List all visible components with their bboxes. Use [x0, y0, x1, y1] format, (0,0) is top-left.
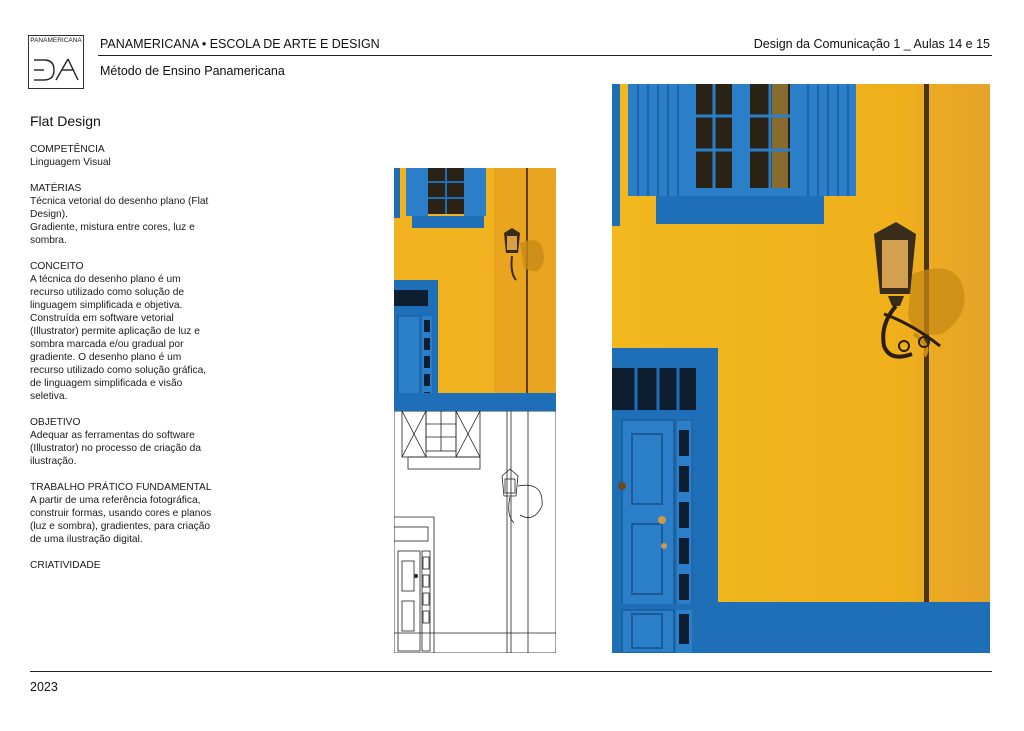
school-logo: [28, 35, 84, 89]
content-column: [30, 143, 215, 585]
block-heading: TRABALHO PRÁTICO FUNDAMENTAL: [30, 482, 212, 493]
small-color-illustration: [394, 168, 556, 411]
small-lineart-illustration: [394, 411, 556, 653]
block-heading: OBJETIVO: [30, 417, 81, 428]
logo-brand-text: PANAMERICANA: [30, 37, 82, 44]
block-text: Adequar as ferramentas do software (Illustrator) no processo de criação da ilustração.: [30, 430, 202, 467]
block-text: A técnica do desenho plano é um recurso utilizado como solução de linguagem simplificada e objetiva. Construída em software vetorial (Illustrator) permite aplicação de luz e sombra marcada e/ou gradual por gradiente. O desenho plano é um recurso utilizado como solução gráfica, de linguagem simplificada e visão seletiva.: [30, 274, 207, 402]
block-materias: [30, 182, 215, 247]
block-heading: CONCEITO: [30, 261, 84, 272]
method-subtitle: Método de Ensino Panamericana: [100, 64, 285, 78]
logo-mark-icon: [32, 56, 82, 86]
block-text: Técnica vetorial do desenho plano (Flat Design). Gradiente, mistura entre cores, luz e sombra.: [30, 196, 209, 246]
block-text: Linguagem Visual: [30, 157, 111, 168]
block-conceito: [30, 260, 215, 403]
block-objetivo: [30, 416, 215, 468]
block-text: A partir de uma referência fotográfica, construir formas, usando cores e planos (luz e sombra), gradientes, para criação de uma ilustração digital.: [30, 495, 212, 545]
header-divider: [98, 55, 992, 56]
footer-year: 2023: [30, 680, 58, 694]
block-competencia: [30, 143, 215, 169]
large-color-illustration: [612, 84, 990, 653]
block-criatividade: [30, 559, 215, 572]
block-heading: CRIATIVIDADE: [30, 560, 101, 571]
section-title: Flat Design: [30, 113, 101, 129]
block-heading: COMPETÊNCIA: [30, 144, 105, 155]
school-title: PANAMERICANA • ESCOLA DE ARTE E DESIGN: [100, 37, 380, 51]
course-title: Design da Comunicação 1 _ Aulas 14 e 15: [753, 37, 990, 51]
block-trabalho: [30, 481, 215, 546]
footer-divider: [30, 671, 992, 672]
block-heading: MATÉRIAS: [30, 183, 82, 194]
